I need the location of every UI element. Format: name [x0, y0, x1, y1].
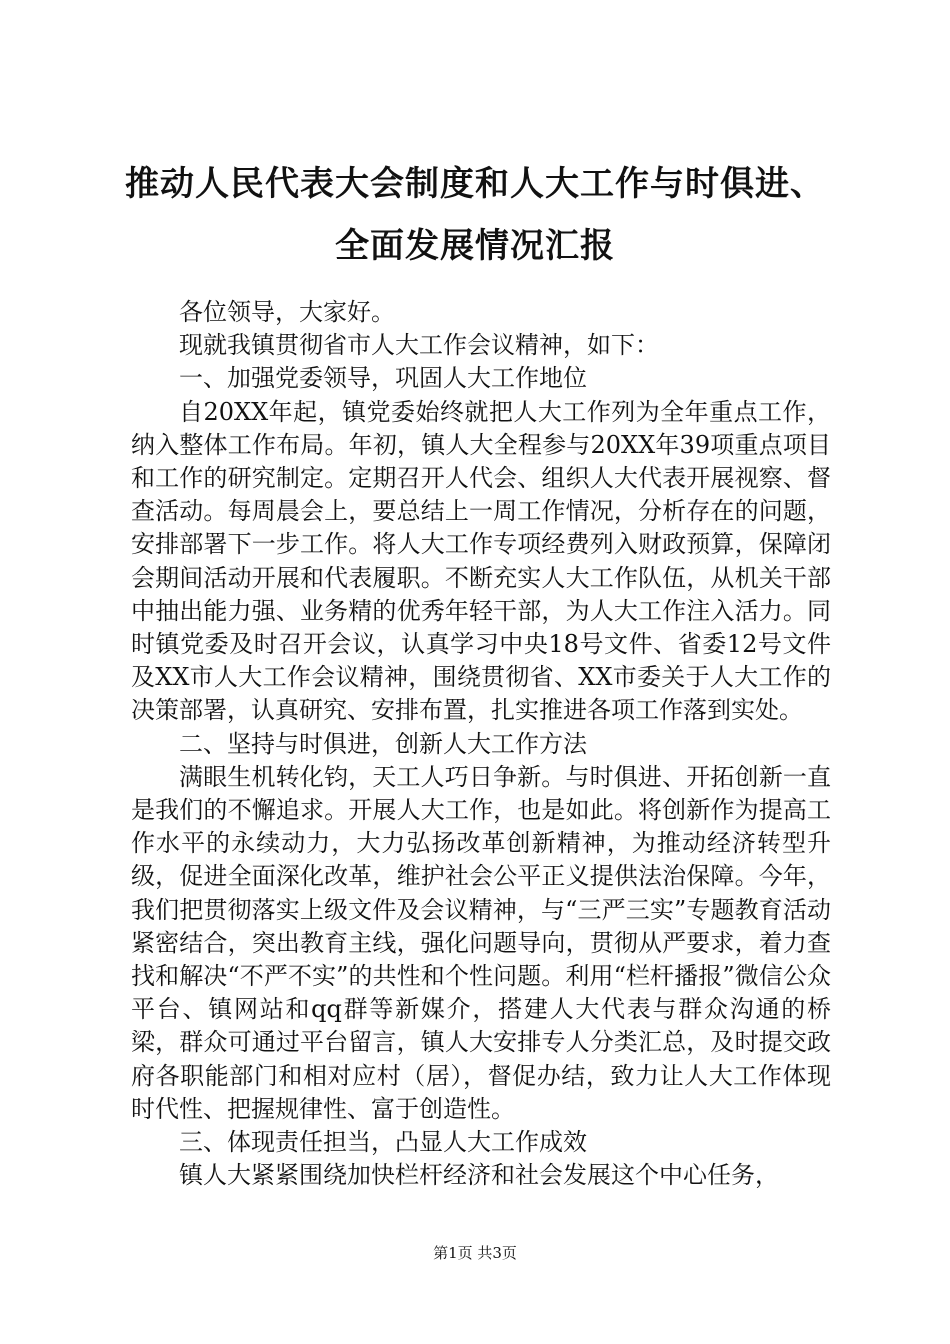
section-heading-2: 二、坚持与时俱进，创新人大工作方法	[179, 729, 587, 758]
section-3-paragraph: 镇人大紧紧围绕加快栏杆经济和社会发展这个中心任务，	[179, 1161, 779, 1190]
section-2-paragraph: 满眼生机转化钧，天工人巧日争新。与时俱进、开拓创新一直是我们的不懈追求。开展人大工作，也是如此。将创新作为提高工作水平的永续动力，大力弘扬改革创新精神，为推动经济转型升级，促进全面深化改革，维护社会公平正义提供法治保障。今年，我们把贯彻落实上级文件及会议精神，与“三严三实”专题教育活动紧密结合，突出教育主线，强化问题导向，贯彻从严要求，着力查找和解决“不严不实”的共性和个性问题。利用“栏杆播报”微信公众平台、镇网站和qq群等新媒介，搭建人大代表与群众沟通的桥梁，群众可通过平台留言，镇人大安排专人分类汇总，及时提交政府各职能部门和相对应村（居），督促办结，致力让人大工作体现时代性、把握规律性、富于创造性。	[131, 762, 831, 1123]
section-1-paragraph: 自20XX年起，镇党委始终就把人大工作列为全年重点工作，纳入整体工作布局。年初，镇人大全程参与20XX年39项重点项目和工作的研究制定。定期召开人代会、组织人大代表开展视察、督查活动。每周晨会上，要总结上一周工作情况，分析存在的问题，安排部署下一步工作。将人大工作专项经费列入财政预算，保障闭会期间活动开展和代表履职。不断充实人大工作队伍，从机关干部中抽出能力强、业务精的优秀年轻干部，为人大工作注入活力。同时镇党委及时召开会议，认真学习中央18号文件、省委12号文件及XX市人大工作会议精神，围绕贯彻省、XX市委关于人大工作的决策部署，认真研究、安排布置，扎实推进各项工作落到实处。	[131, 397, 831, 725]
section-heading-3: 三、体现责任担当，凸显人大工作成效	[179, 1128, 587, 1157]
greeting-paragraph: 各位领导，大家好。	[179, 298, 395, 326]
intro-paragraph: 现就我镇贯彻省市人大工作会议精神，如下：	[179, 331, 659, 360]
document-title-line-1: 推动人民代表大会制度和人大工作与时俱进、	[125, 164, 825, 204]
document-title-line-2: 全面发展情况汇报	[335, 226, 615, 266]
section-heading-1: 一、加强党委领导，巩固人大工作地位	[179, 364, 587, 393]
document-body	[131, 296, 831, 1192]
page-footer: 第1页 共3页	[433, 1244, 517, 1262]
